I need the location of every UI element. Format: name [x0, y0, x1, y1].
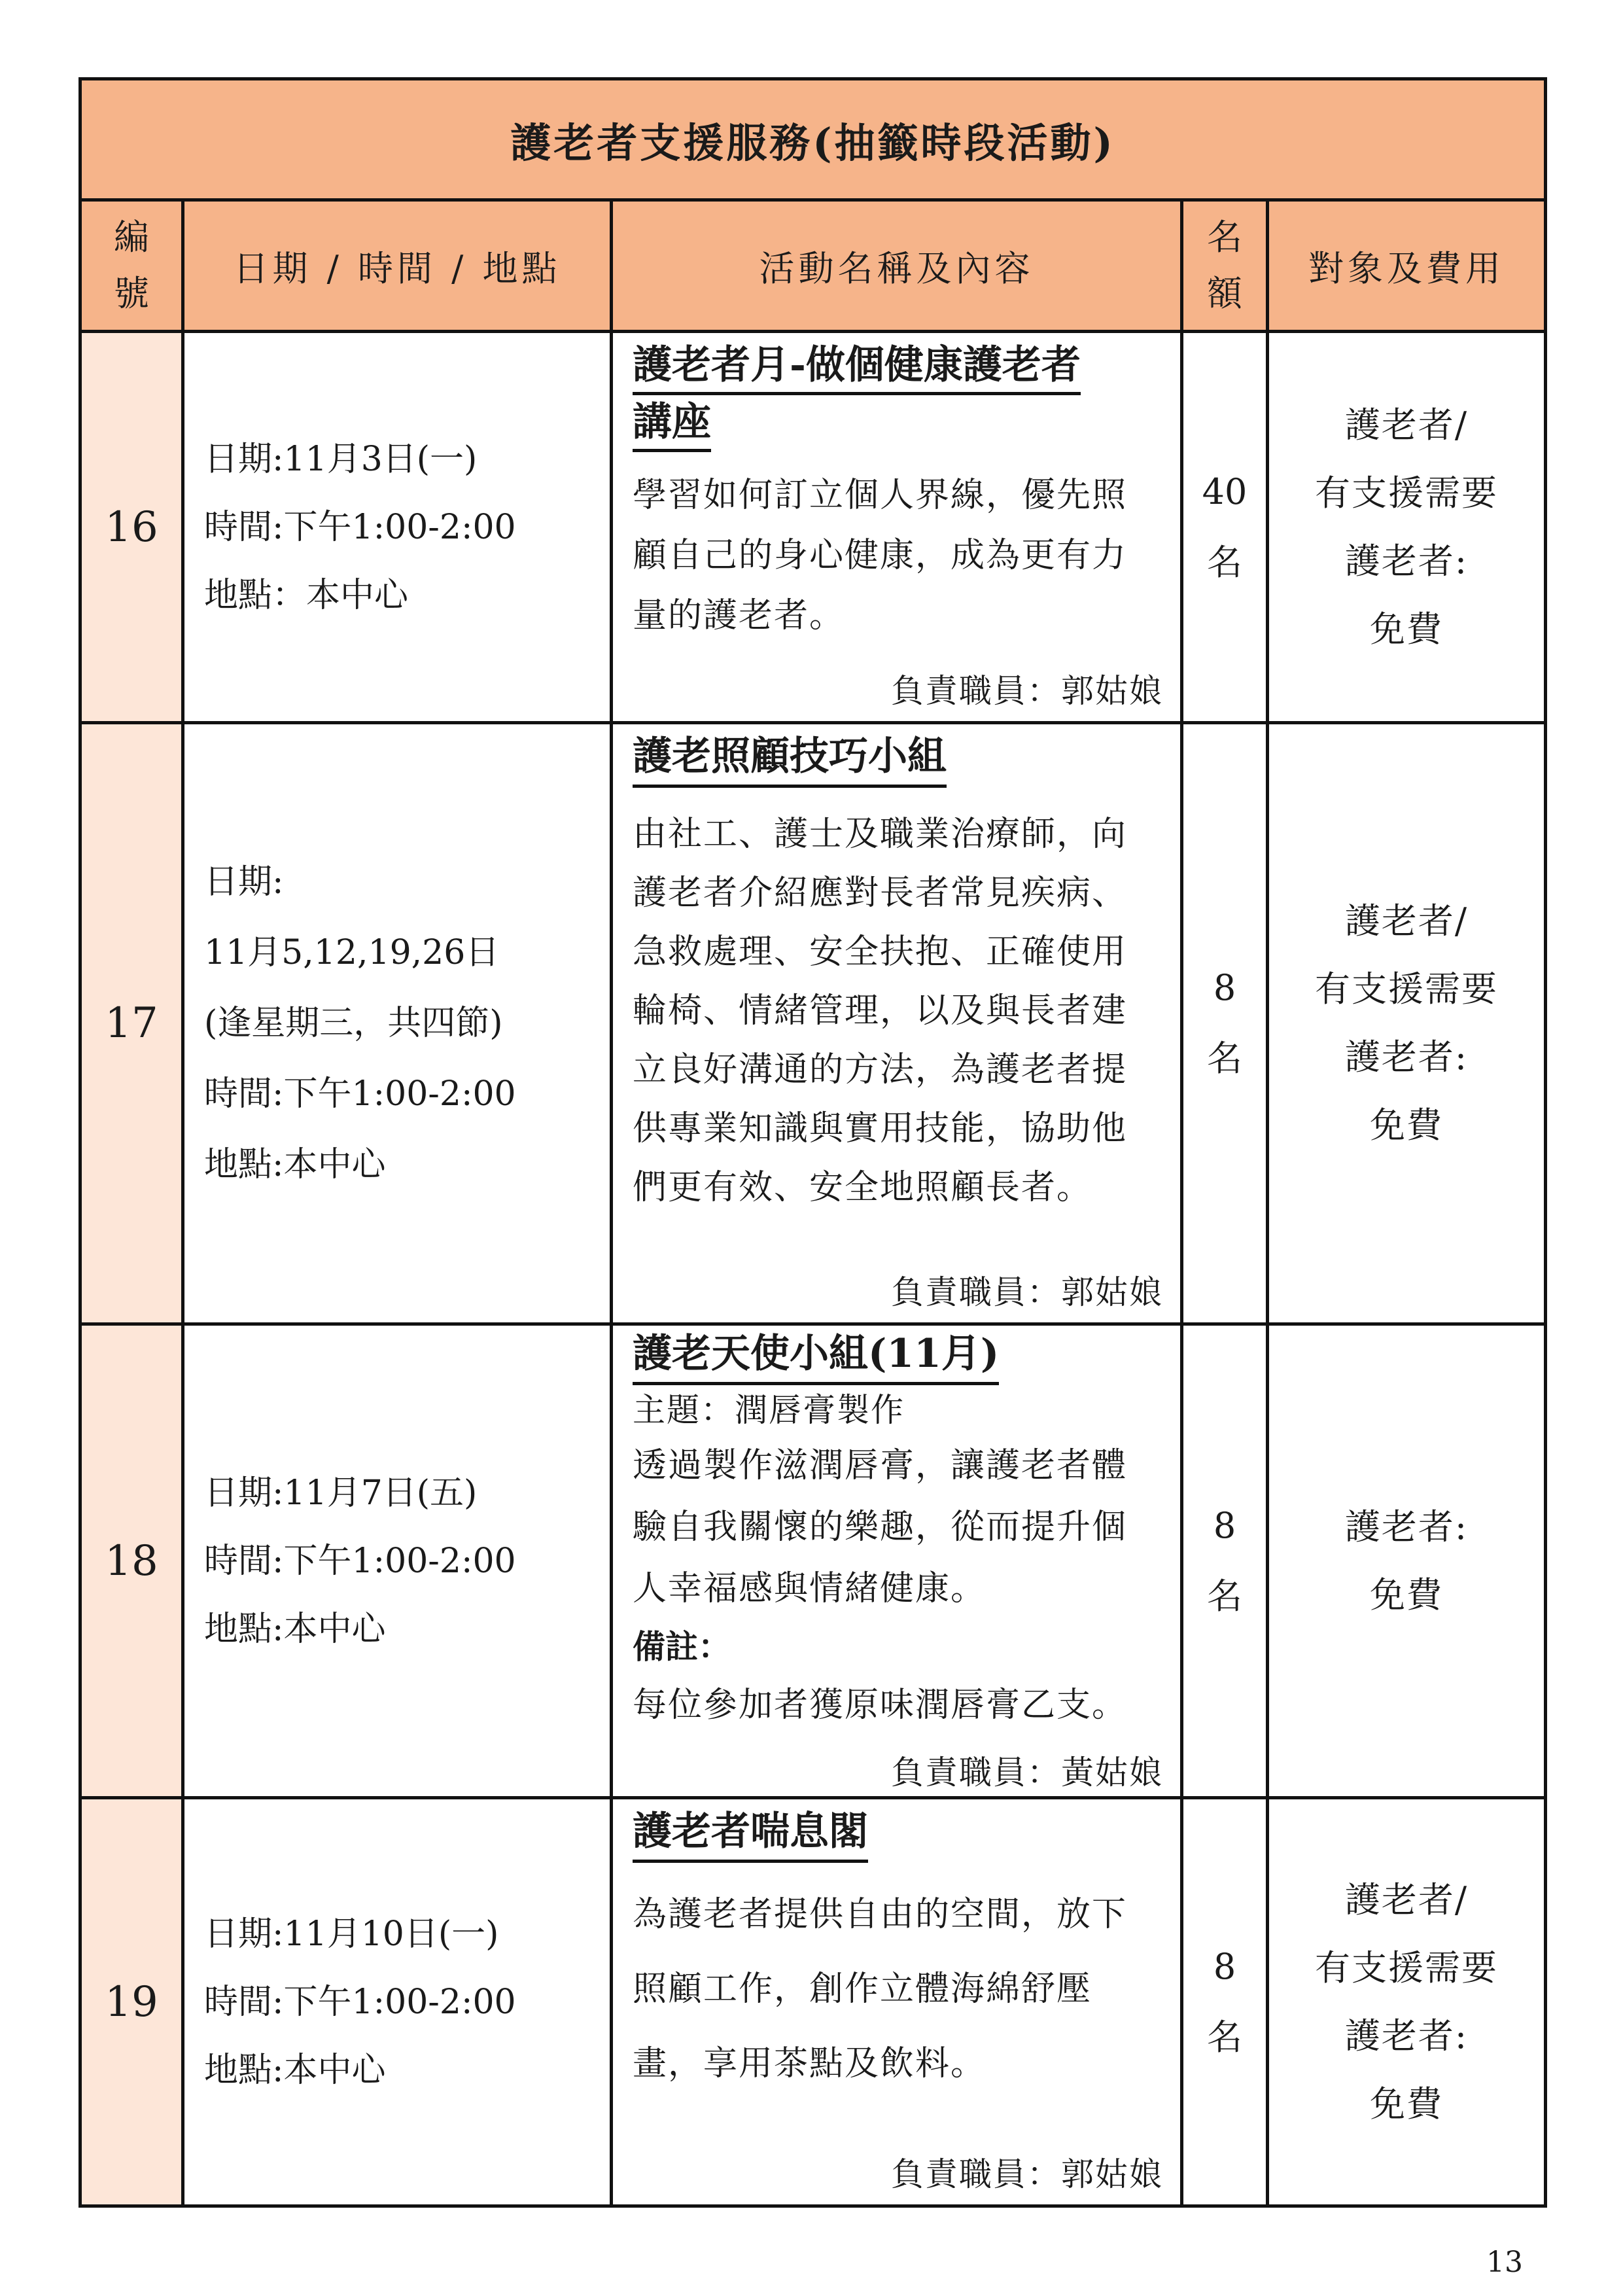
target-and-fee: 護老者/ 有支援需要 護老者: 免費: [1268, 1798, 1546, 2206]
header-date-time-venue: 日期 / 時間 / 地點: [183, 200, 612, 332]
row-number: 17: [80, 723, 183, 1324]
activity-description: 由社工、護士及職業治療師，向護老者介紹應對長者常見疾病、急救處理、安全扶抱、正確使用輪椅、情緒管理，以及與長者建立良好溝通的方法，為護老者提供專業知識與實用技能，協助他們更有效、安全地照顧長者。: [633, 815, 1128, 1207]
table-row: [80, 1798, 1546, 2206]
row-number: 18: [80, 1324, 183, 1798]
quota: 8 名: [1182, 723, 1268, 1324]
activity-schedule-table: [79, 77, 1547, 2208]
quota: 40 名: [1182, 332, 1268, 723]
activity-description: 學習如何訂立個人界線，優先照顧自己的身心健康，成為更有力量的護老者。: [633, 476, 1128, 635]
activity-description: 為護老者提供自由的空間，放下照顧工作，創作立體海綿舒壓畫，享用茶點及飲料。: [633, 1895, 1128, 2083]
remark-text: 每位參加者獲原味潤唇膏乙支。: [633, 1686, 1128, 1725]
activity-description: 透過製作滋潤唇膏，讓護老者體驗自我關懷的樂趣，從而提升個人幸福感與情緒健康。: [633, 1446, 1128, 1608]
quota: 8 名: [1182, 1324, 1268, 1798]
row-number: 16: [80, 332, 183, 723]
target-and-fee: 護老者/ 有支援需要 護老者: 免費: [1268, 332, 1546, 723]
date-time-venue: 日期:11月3日(一) 時間:下午1:00-2:00 地點：本中心: [183, 332, 612, 723]
header-activity: 活動名稱及內容: [612, 200, 1182, 332]
remark-label: 備註：: [633, 1627, 731, 1666]
table-row: [80, 1324, 1546, 1798]
target-and-fee: 護老者: 免費: [1268, 1324, 1546, 1798]
quota: 8 名: [1182, 1798, 1268, 2206]
activity-cell: [612, 1324, 1182, 1798]
page-number: 13: [1486, 2246, 1523, 2279]
target-and-fee: 護老者/ 有支援需要 護老者: 免費: [1268, 723, 1546, 1324]
table-row: [80, 723, 1546, 1324]
activity-theme: 主題：潤唇膏製作: [633, 1391, 905, 1429]
staff-in-charge: 負責職員：黃姑娘: [891, 1754, 1163, 1792]
date-time-venue: 日期:11月7日(五) 時間:下午1:00-2:00 地點:本中心: [183, 1324, 612, 1798]
table-title: 護老者支援服務(抽籤時段活動): [80, 79, 1546, 200]
header-number: 編 號: [80, 200, 183, 332]
staff-in-charge: 負責職員：郭姑娘: [891, 672, 1163, 710]
activity-cell: [612, 332, 1182, 723]
activity-name: 護老照顧技巧小組: [633, 730, 947, 788]
header-target-fee: 對象及費用: [1268, 200, 1546, 332]
date-time-venue: 日期: 11月5,12,19,26日 (逢星期三，共四節) 時間:下午1:00-2:00 地點:本中心: [183, 723, 612, 1324]
activity-name: 護老天使小組(11月): [633, 1327, 999, 1385]
date-time-venue: 日期:11月10日(一) 時間:下午1:00-2:00 地點:本中心: [183, 1798, 612, 2206]
staff-in-charge: 負責職員：郭姑娘: [891, 2155, 1163, 2193]
staff-in-charge: 負責職員：郭姑娘: [891, 1273, 1163, 1311]
header-row: [80, 200, 1546, 332]
table-row: [80, 332, 1546, 723]
activity-name: 護老者月-做個健康護老者 講座: [633, 338, 1162, 453]
header-quota: 名 額: [1182, 200, 1268, 332]
row-number: 19: [80, 1798, 183, 2206]
table-title-row: [80, 79, 1546, 200]
activity-cell: [612, 1798, 1182, 2206]
activity-cell: [612, 723, 1182, 1324]
activity-name: 護老者喘息閣: [633, 1805, 868, 1863]
